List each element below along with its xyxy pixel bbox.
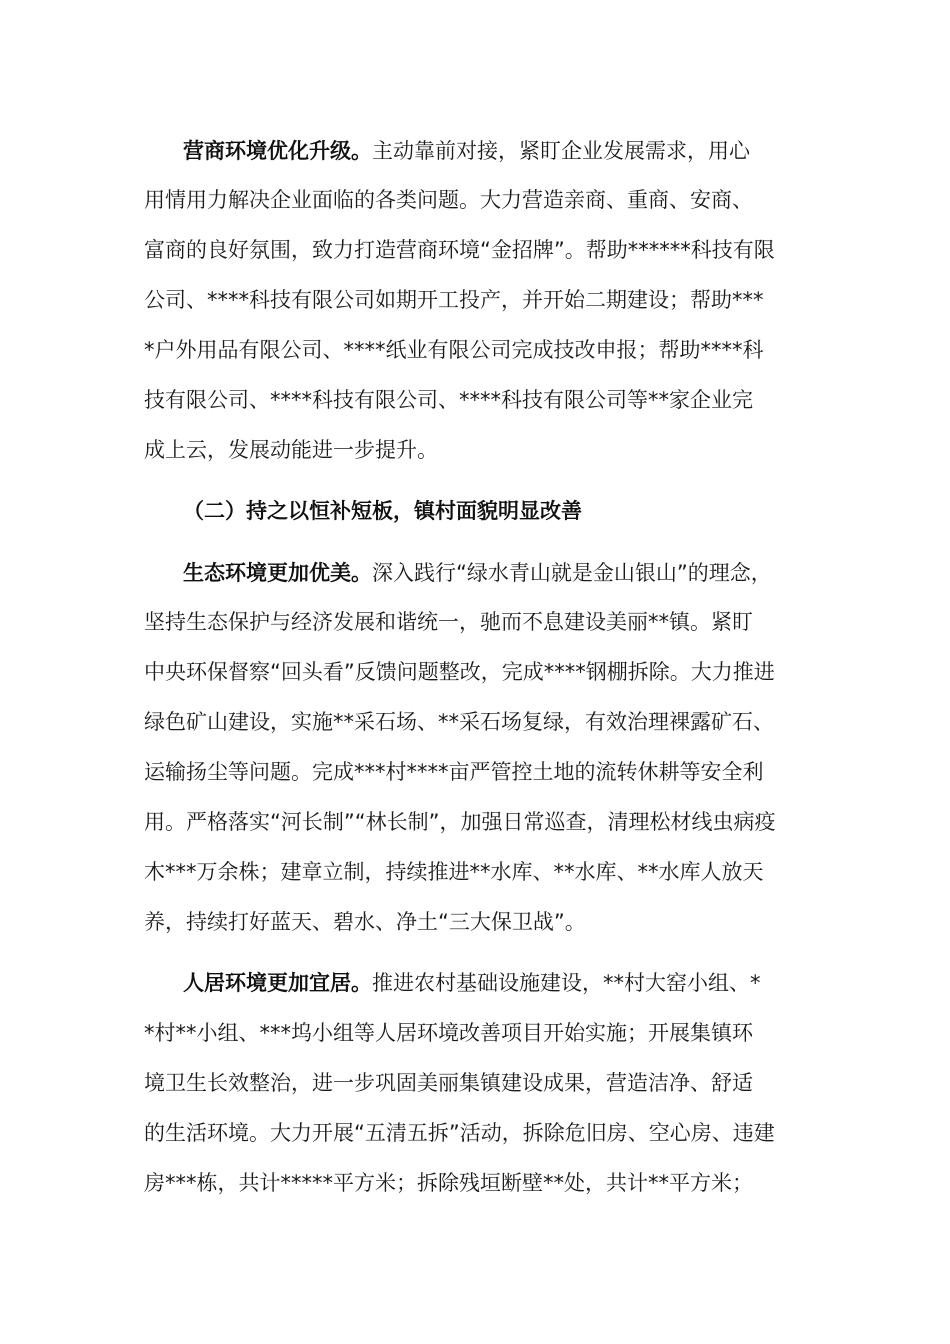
paragraph-line: 的生活环境。大力开展“五清五拆”活动，拆除危旧房、空心房、违建 <box>144 1121 775 1145</box>
paragraph-line: 养，持续打好蓝天、碧水、净土“三大保卫战”。 <box>144 910 586 934</box>
paragraph-text: 主动靠前对接，紧盯企业发展需求，用心 <box>372 139 750 163</box>
paragraph-lead: 生态环境更加优美。 <box>183 561 372 585</box>
paragraph-line: 绿色矿山建设，实施**采石场、**采石场复绿，有效治理裸露矿石、 <box>144 710 774 734</box>
paragraph-line <box>183 558 772 588</box>
paragraph-line: 公司、****科技有限公司如期开工投产，并开始二期建设；帮助*** <box>144 288 764 312</box>
paragraph-line: 房***栋，共计*****平方米；拆除残垣断壁**处，共计**平方米； <box>144 1171 753 1195</box>
paragraph-line: *户外用品有限公司、****纸业有限公司完成技改申报；帮助****科 <box>144 338 764 362</box>
paragraph-line: 木***万余株；建章立制，持续推进**水库、**水库、**水库人放天 <box>144 860 764 884</box>
paragraph-line: 技有限公司、****科技有限公司、****科技有限公司等**家企业完 <box>144 388 753 412</box>
paragraph-line: 用情用力解决企业面临的各类问题。大力营造亲商、重商、安商、 <box>144 188 753 212</box>
paragraph-text: 深入践行“绿水青山就是金山银山”的理念， <box>372 561 772 585</box>
paragraph-line <box>183 136 750 166</box>
section-heading: （二）持之以恒补短板，镇村面貌明显改善 <box>183 499 582 523</box>
paragraph-line: 运输扬尘等问题。完成***村****亩严管控土地的流转休耕等安全利 <box>144 760 764 784</box>
paragraph-line: 用。严格落实“河长制”“林长制”，加强日常巡查，清理松材线虫病疫 <box>144 810 776 834</box>
paragraph-text: 推进农村基础设施建设，**村大窑小组、* <box>372 971 761 995</box>
paragraph-line: 成上云，发展动能进一步提升。 <box>144 438 438 462</box>
paragraph-line <box>183 968 761 998</box>
paragraph-line: 境卫生长效整治，进一步巩固美丽集镇建设成果，营造洁净、舒适 <box>144 1071 753 1095</box>
paragraph-line: 富商的良好氛围，致力打造营商环境“金招牌”。帮助******科技有限 <box>144 238 775 262</box>
paragraph-lead: 人居环境更加宜居。 <box>183 971 372 995</box>
paragraph-line: 中央环保督察“回头看”反馈问题整改，完成****钢棚拆除。大力推进 <box>144 660 775 684</box>
paragraph-line: *村**小组、***坞小组等人居环境改善项目开始实施；开展集镇环 <box>144 1021 753 1045</box>
paragraph-line: 坚持生态保护与经济发展和谐统一，驰而不息建设美丽**镇。紧盯 <box>144 610 753 634</box>
paragraph-lead: 营商环境优化升级。 <box>183 139 372 163</box>
